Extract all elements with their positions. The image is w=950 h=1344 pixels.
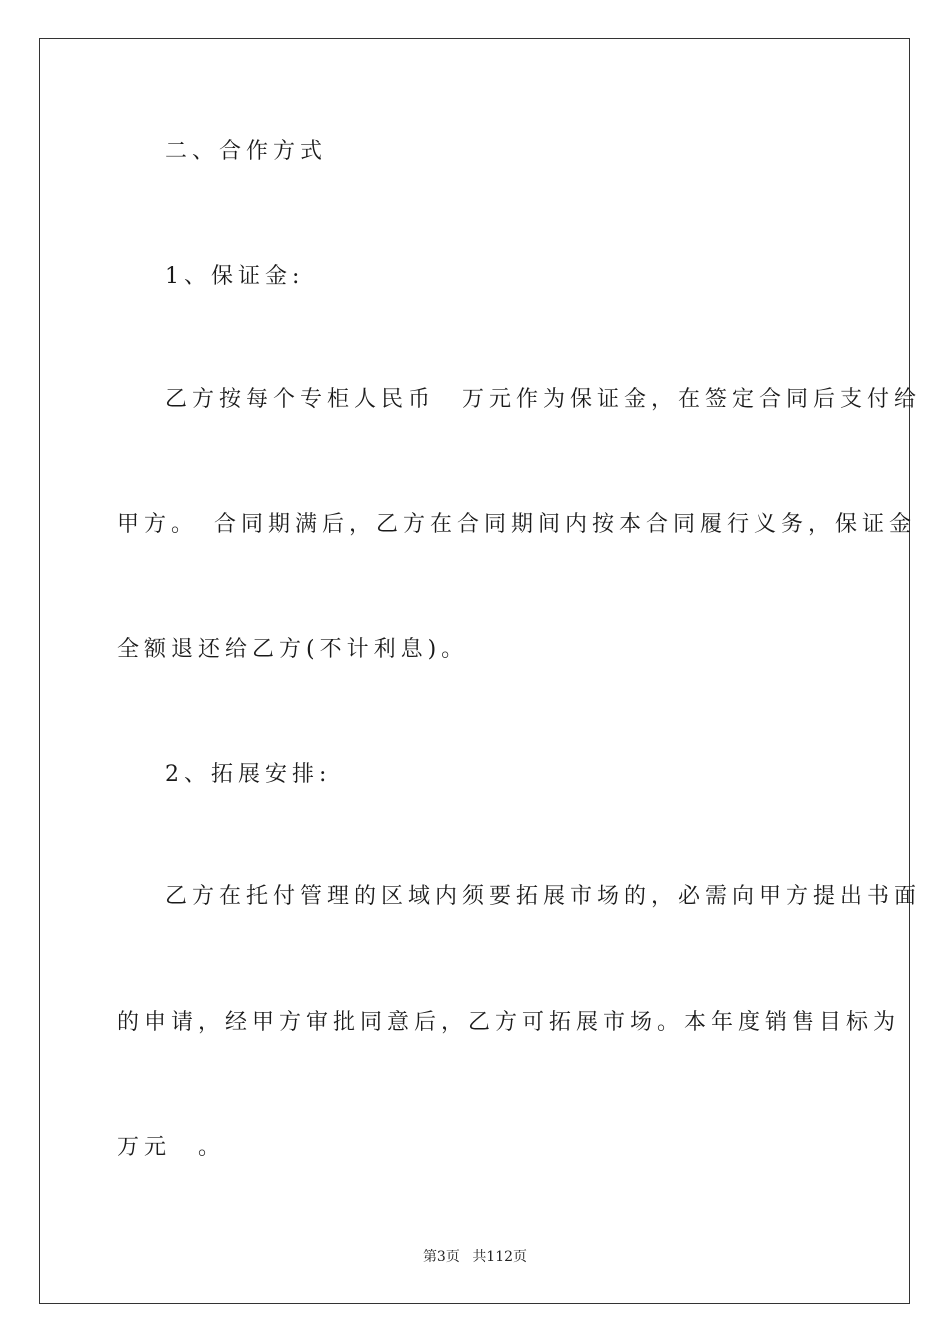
item-1-title: 1、保证金: (165, 264, 305, 289)
item-1-paragraph-line-2: 甲方。 合同期满后，乙方在合同期间内按本合同履行义务，保证金 (117, 512, 917, 537)
page-footer (0, 1246, 950, 1266)
item-2-title: 2、拓展安排: (165, 762, 332, 787)
item-1-paragraph-line-1: 乙方按每个专柜人民币 万元作为保证金，在签定合同后支付给 (165, 387, 922, 412)
item-2-paragraph-line-3: 万元 。 (117, 1135, 226, 1160)
item-2-paragraph-line-1: 乙方在托付管理的区域内须要拓展市场的，必需向甲方提出书面 (165, 884, 922, 909)
page-number-current: 第3页 (422, 1249, 460, 1265)
page-number-total: 共112页 (472, 1249, 528, 1265)
item-1-paragraph-line-3: 全额退还给乙方(不计利息)。 (117, 637, 469, 662)
section-heading: 二、合作方式 (165, 139, 328, 164)
page-border (39, 38, 910, 1304)
item-2-paragraph-line-2: 的申请，经甲方审批同意后，乙方可拓展市场。本年度销售目标为 (117, 1010, 901, 1035)
